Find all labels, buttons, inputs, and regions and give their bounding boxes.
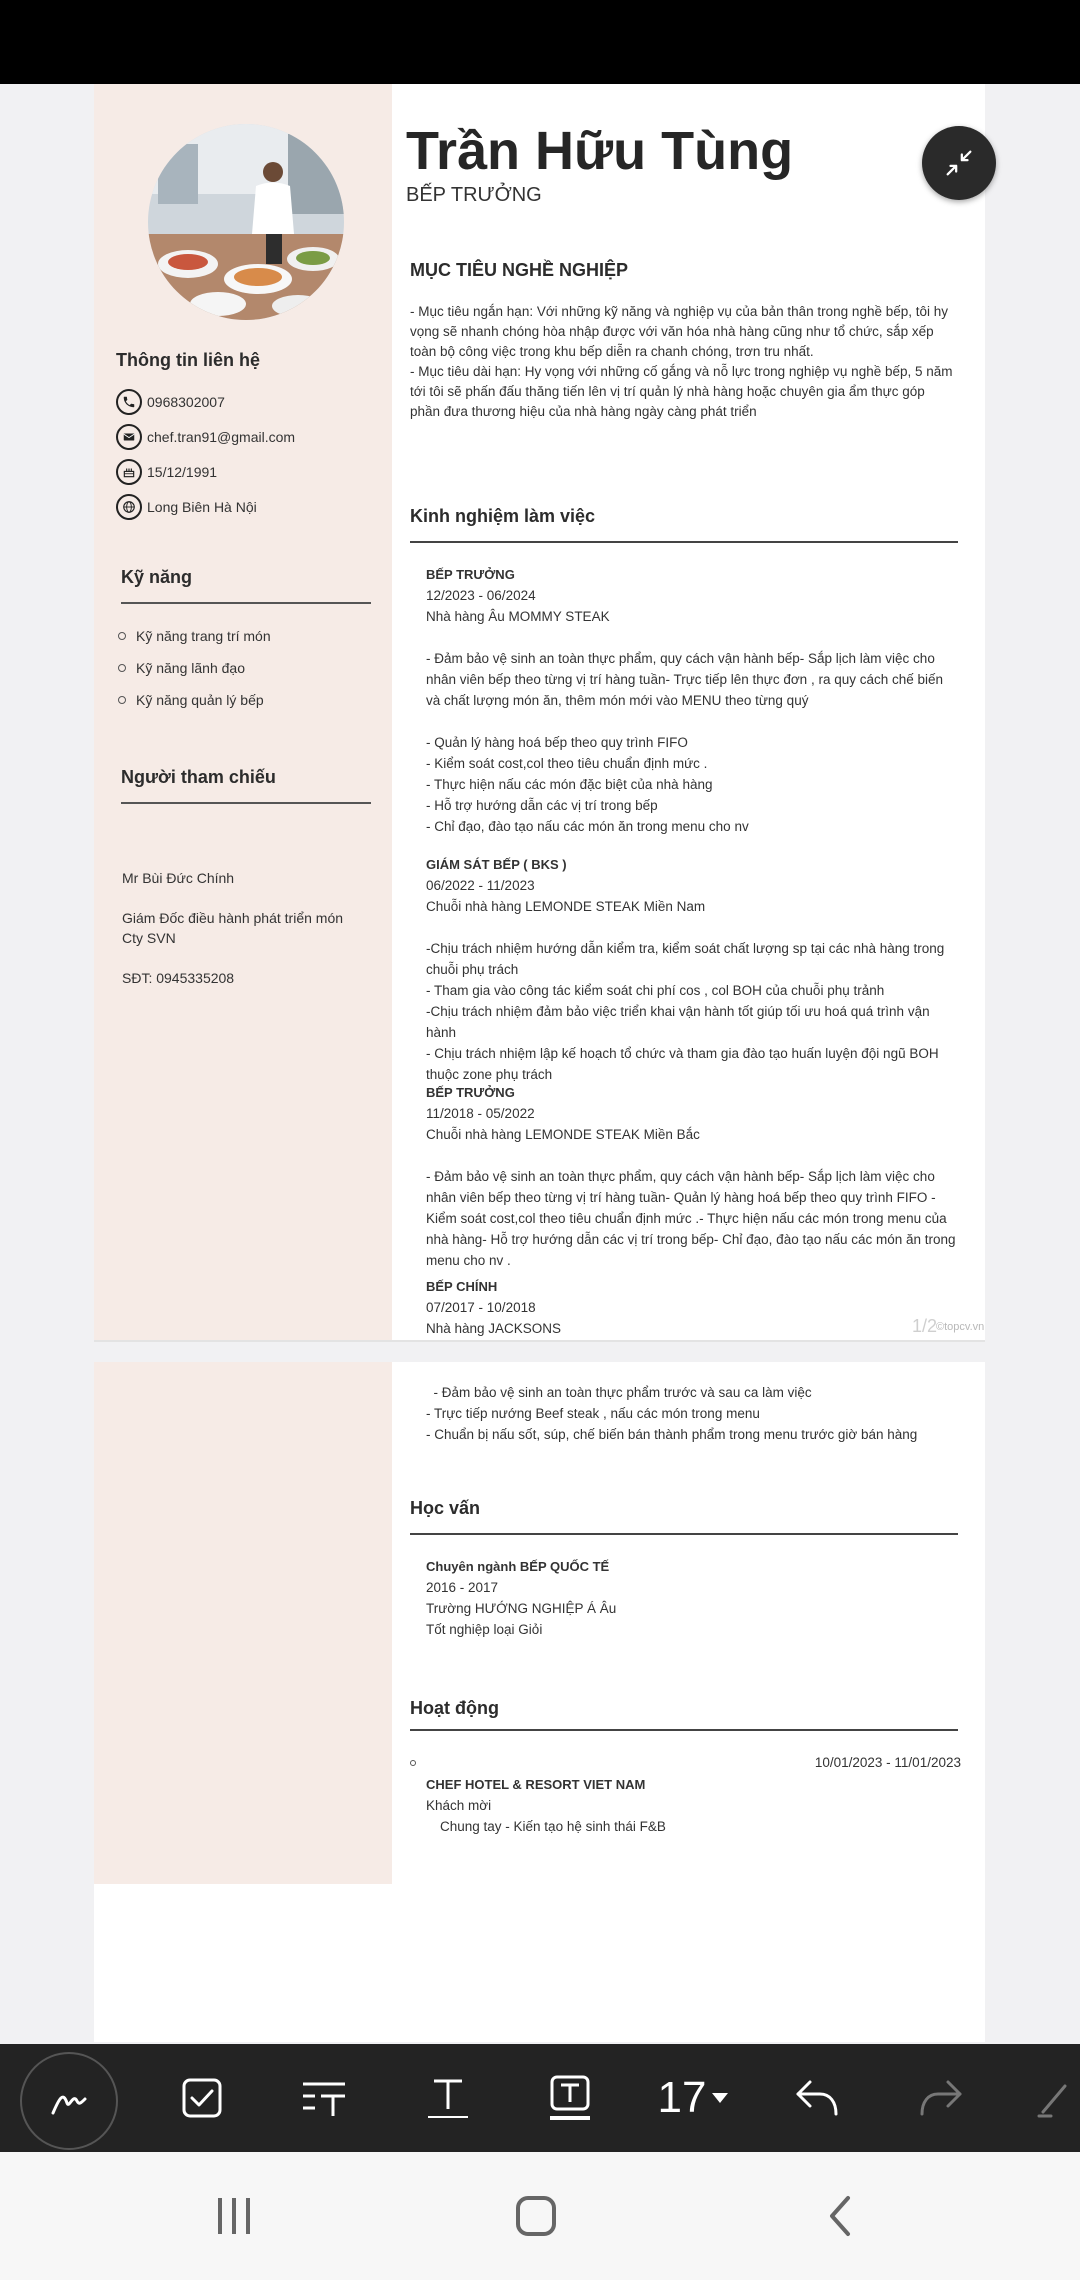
pen-tool-button[interactable] bbox=[20, 2044, 118, 2152]
job-entry-4-duties: - Đảm bảo vệ sinh an toàn thực phẩm trước và sau ca làm việc - Trực tiếp nướng Beef steak , nấu các món trong menu - Chuẩn bị nấu sốt, súp, chế biến bán thành phẩm trong menu trước giờ bán hàng bbox=[426, 1385, 918, 1442]
redo-icon bbox=[916, 2076, 964, 2120]
back-button[interactable] bbox=[810, 2186, 870, 2246]
skill-item: Kỹ năng trang trí món bbox=[118, 628, 271, 644]
page-separator bbox=[94, 1340, 985, 1362]
job-entry-2: GIÁM SÁT BẾP ( BKS ) 06/2022 - 11/2023 Chuỗi nhà hàng LEMONDE STEAK Miền Nam -Chịu trách nhiệm hướng dẫn kiểm tra, kiểm soát chất lượng sp tại các nhà hàng trong chuỗi phụ trách - Tham gia vào công tác kiểm soát chi phí cos , col BOH của chuỗi phụ trảnh -Chịu trách nhiệm đảm bảo việc triển khai vận hành tốt giúp tối ưu hoá quá trình vận hành - Chịu trách nhiệm lập kế hoạch tổ chức và tham gia đào tạo huấn luyện đội ngũ BOH thuộc zone phụ trách bbox=[426, 857, 945, 1082]
page-separator-line bbox=[94, 1340, 985, 1342]
sidebar-continued bbox=[94, 1362, 392, 1884]
text-icon bbox=[426, 2073, 470, 2123]
font-size-dropdown[interactable] bbox=[646, 2044, 742, 2152]
status-bar bbox=[0, 0, 1080, 84]
candidate-job-title: BẾP TRƯỞNG bbox=[406, 184, 542, 206]
home-icon bbox=[512, 2192, 560, 2240]
edit-toolbar bbox=[0, 2044, 1080, 2152]
skill-item: Kỹ năng quản lý bếp bbox=[118, 692, 264, 708]
reference-phone: SĐT: 0945335208 bbox=[122, 970, 235, 986]
skill-item: Kỹ năng lãnh đạo bbox=[118, 660, 245, 676]
sidebar bbox=[94, 84, 392, 1340]
contact-birthday bbox=[116, 459, 217, 485]
reference-role-line2: Cty SVN bbox=[122, 930, 176, 946]
job-entry-4-header: BẾP CHÍNH 07/2017 - 10/2018 Nhà hàng JACKSONS bbox=[426, 1279, 562, 1336]
references-divider bbox=[121, 802, 371, 804]
collapse-arrows-icon bbox=[942, 146, 976, 180]
objective-heading: MỤC TIÊU NGHỀ NGHIỆP bbox=[410, 260, 629, 280]
redo-button[interactable] bbox=[898, 2044, 982, 2152]
undo-icon bbox=[794, 2076, 842, 2120]
birthday-cake-icon bbox=[116, 459, 142, 485]
checkbox-tool-button[interactable] bbox=[160, 2044, 244, 2152]
pen-icon bbox=[47, 2079, 91, 2123]
candidate-name: Trần Hữu Tùng bbox=[406, 121, 794, 181]
font-size-value: 17 bbox=[657, 2073, 707, 2122]
contact-phone bbox=[116, 389, 225, 415]
text-tool-button[interactable] bbox=[406, 2044, 490, 2152]
contact-address bbox=[116, 494, 257, 520]
job-entry-1: BẾP TRƯỞNG 12/2023 - 06/2024 Nhà hàng Âu MOMMY STEAK - Đảm bảo vệ sinh an toàn thực phẩm, quy cách vận hành bếp- Sắp lịch làm việc cho nhân viên bếp theo từng vị trí hàng tuần- Trực tiếp lên thực đơn , ra quy cách chế biến và chất lượng món ăn, thêm món mới vào MENU theo từng quý - Quản lý hàng hoá bếp theo quy trình FIFO - Kiểm soát cost,col theo tiêu chuẩn định mức . - Thực hiện nấu các món đặc biệt của nhà hàng - Hỗ trợ hướng dẫn các vị trí trong bếp - Chỉ đạo, đào tạo nấu các món ăn trong menu cho nv bbox=[426, 567, 944, 834]
contact-heading: Thông tin liên hệ bbox=[116, 350, 260, 370]
objective-text: - Mục tiêu ngắn hạn: Với những kỹ năng và nghiệp vụ của bản thân trong nghề bếp, tôi hy vọng sẽ nhanh chóng hòa nhập được với văn hóa nhà hàng cũng như tổ chức, sắp xếp toàn bộ công việc trong khu bếp diễn ra chanh chóng, trơn tru nhất. - Mục tiêu dài hạn: Hy vọng với những cố gắng và nỗ lực trong nghiệp vụ nghề bếp, 5 năm tới tôi sẽ phấn đấu thăng tiến lên vị trí quản lý nhà hàng hoặc chuyên gia ẩm thực góp phần đưa thương hiệu của nhà hàng ngày càng phát triển bbox=[410, 304, 953, 419]
eraser-icon bbox=[1035, 2076, 1075, 2120]
phone-value: 0968302007 bbox=[147, 394, 225, 410]
text-box-icon bbox=[548, 2073, 592, 2123]
back-icon bbox=[820, 2194, 860, 2238]
activity-entry: CHEF HOTEL & RESORT VIET NAM Khách mời Chung tay - Kiến tạo hệ sinh thái F&B bbox=[426, 1777, 666, 1834]
dropdown-arrow-icon bbox=[710, 2091, 730, 2105]
system-navigation-bar bbox=[0, 2152, 1080, 2280]
text-format-icon bbox=[299, 2076, 349, 2120]
address-value: Long Biên Hà Nội bbox=[147, 499, 257, 515]
email-icon bbox=[116, 424, 142, 450]
experience-heading: Kinh nghiệm làm việc bbox=[410, 506, 596, 526]
contact-email bbox=[116, 424, 295, 450]
skills-divider bbox=[121, 602, 371, 604]
watermark: ©topcv.vn bbox=[936, 1321, 985, 1333]
reference-role-line1: Giám Đốc điều hành phát triển món bbox=[122, 910, 344, 926]
email-value: chef.tran91@gmail.com bbox=[147, 429, 296, 445]
skills-heading: Kỹ năng bbox=[121, 567, 193, 587]
education-heading: Học vấn bbox=[410, 1498, 481, 1518]
activities-divider bbox=[410, 1729, 958, 1731]
activity-period: 10/01/2023 - 11/01/2023 bbox=[814, 1755, 961, 1770]
birthday-value: 15/12/1991 bbox=[147, 464, 218, 480]
education-entry: Chuyên ngành BẾP QUỐC TẾ 2016 - 2017 Trường HƯỚNG NGHIỆP Á Âu Tốt nghiệp loại Giỏi bbox=[426, 1559, 617, 1637]
globe-icon bbox=[116, 494, 142, 520]
recent-apps-icon bbox=[212, 2194, 256, 2238]
reference-name: Mr Bùi Đức Chính bbox=[122, 870, 235, 886]
education-divider bbox=[410, 1533, 958, 1535]
eraser-button[interactable] bbox=[1030, 2044, 1080, 2152]
collapse-button[interactable] bbox=[922, 126, 996, 200]
cv-page-1[interactable] bbox=[94, 84, 985, 1340]
activities-heading: Hoạt động bbox=[410, 1698, 499, 1718]
avatar bbox=[148, 124, 344, 320]
cv-page-2[interactable] bbox=[94, 1362, 985, 2042]
activity-bullet bbox=[410, 1760, 416, 1766]
page-indicator: 1/2 bbox=[912, 1316, 938, 1336]
checkbox-icon bbox=[180, 2076, 224, 2120]
recent-apps-button[interactable] bbox=[204, 2186, 264, 2246]
job-entry-3: BẾP TRƯỞNG 11/2018 - 05/2022 Chuỗi nhà hàng LEMONDE STEAK Miền Bắc - Đảm bảo vệ sinh an toàn thực phẩm, quy cách vận hành bếp- Sắp lịch làm việc cho nhân viên bếp theo từng vị trí hàng tuần- Quản lý hàng hoá bếp theo quy trình FIFO - Kiểm soát cost,col theo tiêu chuẩn định mức .- Thực hiện nấu các món trong menu của nhà hàng- Hỗ trợ hướng dẫn các vị trí trong bếp- Chỉ đạo, đào tạo nấu các món ăn trong menu cho nv . bbox=[426, 1085, 956, 1268]
text-box-tool-button[interactable] bbox=[528, 2044, 612, 2152]
phone-icon bbox=[116, 389, 142, 415]
undo-button[interactable] bbox=[776, 2044, 860, 2152]
home-button[interactable] bbox=[506, 2186, 566, 2246]
experience-divider bbox=[410, 541, 958, 543]
text-format-tool-button[interactable] bbox=[282, 2044, 366, 2152]
references-heading: Người tham chiếu bbox=[121, 767, 276, 787]
